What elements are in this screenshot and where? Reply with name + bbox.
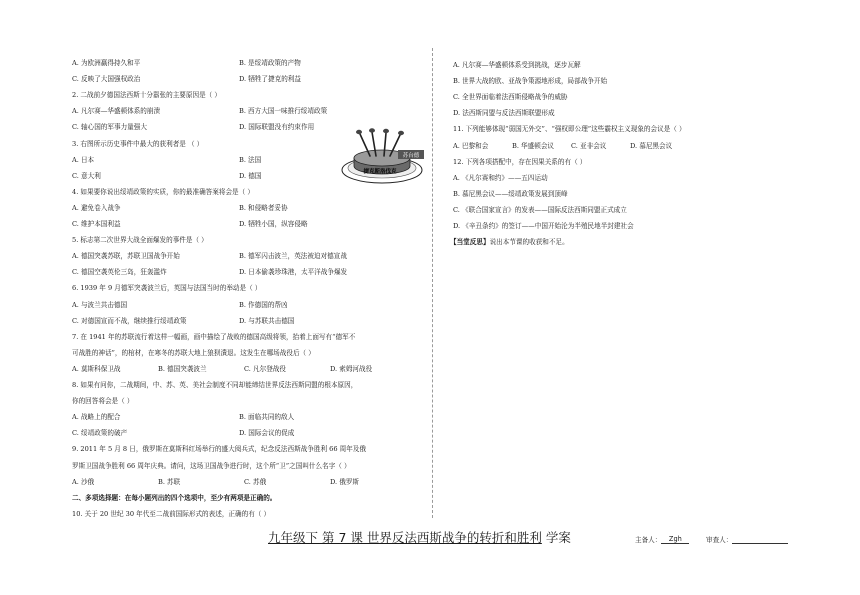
plate-label: 捷克斯洛伐克 [363, 169, 397, 175]
reviewer [706, 534, 788, 544]
option-text: B. 西方大国一味推行绥靖政策 [239, 107, 328, 116]
option-text: C. 德国空袭英伦三岛，狂轰滥炸 [72, 268, 167, 277]
question-text: 12. 下列各项搭配中，存在因果关系的有（ ） [453, 157, 587, 166]
question-text: 罗斯卫国战争胜利 66 周年庆典。请问，这场卫国战争进行时，这个所“卫”之国叫什么名字（ ） [72, 461, 351, 470]
reviewer-blank[interactable] [732, 535, 788, 544]
option-text: B. 和侵略者妥协 [239, 203, 288, 212]
question-text: 11. 下列能够体现“弱国无外交”、“强权即公理”这些霸权主义现象的会议是（ ） [453, 125, 686, 134]
option-text: B. 华盛顿会议 [512, 141, 555, 150]
option-text: C. 轴心国的军事力量强大 [72, 123, 147, 132]
question-text: 3. 右图所示历史事件中最大的获利者是 （ ） [72, 139, 204, 148]
option-text: B. 面临共同的敌人 [239, 413, 295, 422]
title-suffix: 学案 [541, 530, 571, 545]
question-text: 2. 二战前夕德国法西斯十分嚣张的主要原因是（ ） [72, 91, 221, 100]
option-text: D. 与苏联共击德国 [239, 316, 295, 325]
option-text: B. 苏联 [158, 477, 181, 486]
option-text: A. 巴黎和会 [453, 141, 489, 150]
cake-label: 苏台德 [402, 153, 420, 159]
option-text: D. 牺牲小国，纵容侵略 [239, 220, 308, 228]
title-main: 九年级下 第 7 课 世界反法西斯战争的转折和胜利 [268, 530, 542, 545]
column-divider [432, 48, 433, 518]
option-text: A. 德国突袭苏联，苏联卫国战争开始 [72, 252, 180, 261]
option-text: C. 苏俄 [244, 477, 267, 486]
option-text: D. 慕尼黑会议 [630, 141, 673, 150]
option-text: A. 莫斯科保卫战 [72, 364, 121, 373]
option-text: A. 凡尔赛—华盛顿体系的崩溃 [72, 107, 161, 116]
section-heading: 二、多项选择题：在每小题列出的四个选项中，至少有两项是正确的。 [72, 493, 277, 502]
option-text: D. 德国 [239, 171, 262, 180]
question-text: D. 法西斯同盟与反法西斯联盟形成 [453, 109, 555, 118]
option-text: C. 维护本国利益 [72, 220, 121, 228]
option-text: A. 避免卷入战争 [72, 203, 121, 212]
question-text: B. 慕尼黑会议——绥靖政策发展到顶峰 [453, 189, 568, 198]
question-text: 9. 2011 年 5 月 8 日，俄罗斯在莫斯科红场举行的盛大阅兵式，纪念反法西斯战争胜利 66 周年及俄 [72, 445, 366, 454]
reflection-prompt: 说出本节课的收获和不足。 [489, 238, 569, 247]
option-text: A. 为欧洲赢得持久和平 [72, 59, 141, 67]
reflection-line [450, 237, 569, 247]
question-text: A. 凡尔赛—华盛顿体系受到挑战，逐步瓦解 [453, 61, 581, 69]
option-text: D. 国际会议的促成 [239, 429, 295, 438]
option-text: D. 日本偷袭珍珠港，太平洋战争爆发 [239, 268, 348, 277]
option-text: C. 对德国宣而不战，继续推行绥靖政策 [72, 316, 187, 325]
worksheet-title [268, 528, 571, 546]
question-text: C. 全世界面临着法西斯侵略战争的威胁 [453, 93, 568, 102]
question-text: D. 《辛丑条约》的签订——中国开始沦为半殖民地半封建社会 [453, 222, 634, 230]
option-text: B. 德国突袭波兰 [158, 364, 207, 373]
question-text: 你的回答将会是（ ） [72, 397, 134, 406]
option-text: A. 与波兰共击德国 [72, 300, 128, 309]
option-text: C. 凡尔登战役 [244, 364, 286, 373]
option-text: B. 德军闪击波兰，英法被迫对德宣战 [239, 252, 347, 261]
preparer [635, 534, 689, 544]
option-text: A. 沙俄 [72, 477, 95, 486]
preparer-label: 主备人： [635, 536, 662, 544]
reviewer-label: 审查人： [706, 536, 733, 544]
option-text: B. 是绥靖政策的产物 [239, 59, 301, 67]
question-text: B. 世界大战的欧、亚战争策源地形成，局部战争开始 [453, 77, 608, 86]
question-text: 可战胜的神话”，的棺材，在寒冬的苏联大地上狼狈潰退。这发生在哪场战役后（ ） [72, 348, 315, 357]
option-text: D. 牺牲了捷克的利益 [239, 75, 301, 84]
question-text: 6. 1939 年 9 月德军突袭波兰后，英国与法国当时的举动是（ ） [72, 284, 262, 293]
option-text: B. 法国 [239, 155, 262, 164]
munich-cake-cartoon [340, 128, 430, 186]
question-text: A. 《凡尔赛和约》——五四运动 [453, 173, 548, 182]
question-text: 5. 标志第二次世界大战全面爆发的事件是（ ） [72, 236, 208, 245]
option-text: B. 作德国的帮凶 [239, 300, 288, 309]
option-text: A. 日本 [72, 155, 95, 164]
option-text: D. 索姆河战役 [330, 364, 373, 373]
question-text: 8. 如果有问你，二战期间，中、苏、英、美社会制度不同却能缔结世界反法西斯同盟的根本原因， [72, 381, 358, 389]
option-text: D. 国际联盟没有约束作用 [239, 123, 315, 132]
question-text: 4. 如果要你说出绥靖政策的实质，你的最准确答案将会是（ ） [72, 187, 254, 196]
option-text: C. 亚非会议 [571, 141, 607, 150]
question-text: 10. 关于 20 世纪 30 年代至二战前国际形式的表述，正确的有（ ） [72, 509, 271, 518]
option-text: C. 绥靖政策的破产 [72, 429, 128, 438]
option-text: C. 反映了大国强权政治 [72, 75, 141, 84]
question-text: C. 《联合国家宣言》的发表——国际反法西斯同盟正式成立 [453, 205, 627, 214]
option-text: A. 战略上的配合 [72, 413, 121, 422]
option-text: C. 意大利 [72, 171, 101, 180]
question-text: 7. 在 1941 年的苏联流行着这样一幅画，画中描绘了战败的德国高级将领，抬着上面写有“德军不 [72, 332, 356, 341]
option-text: D. 俄罗斯 [330, 477, 360, 486]
reflection-heading: 【当堂反思】 [450, 238, 490, 247]
preparer-name: Zgh [661, 535, 689, 544]
